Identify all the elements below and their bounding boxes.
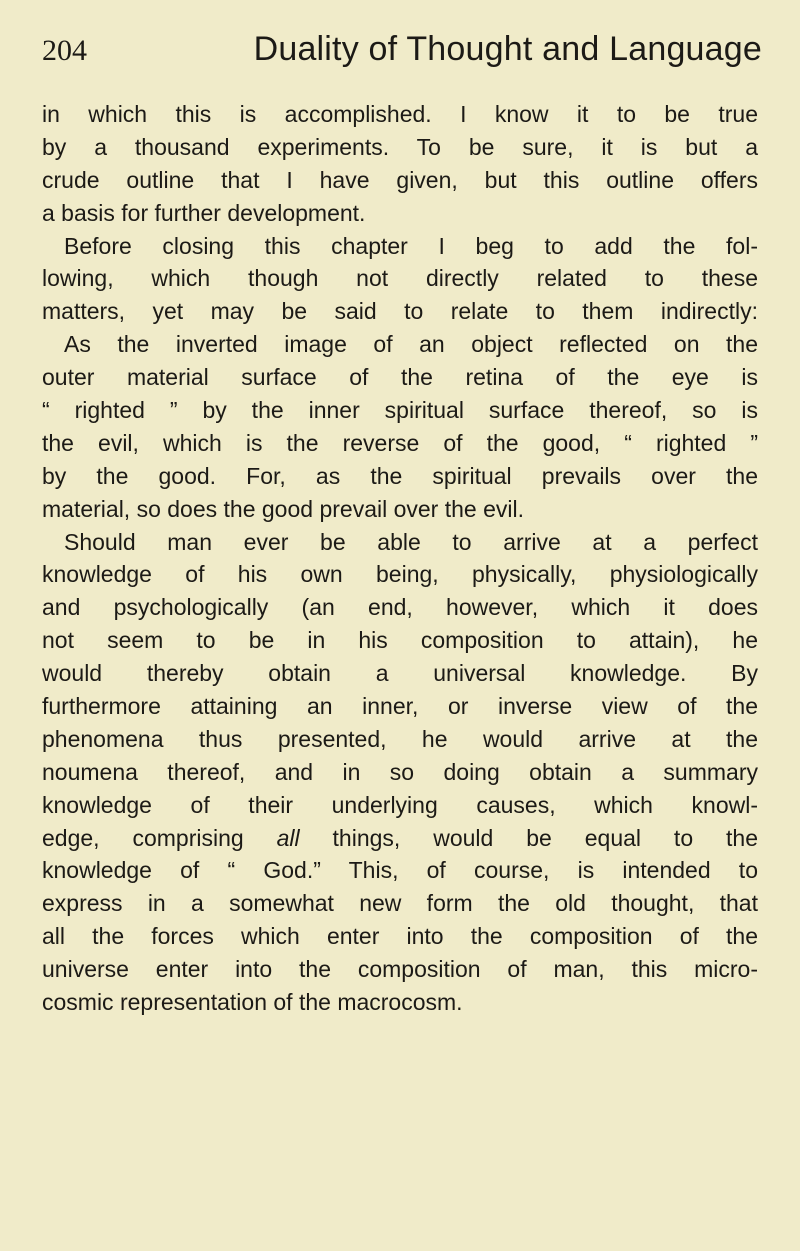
text-line: phenomena thus presented, he would arrive at the	[42, 725, 758, 752]
emphasis-all: all	[276, 824, 300, 851]
body-text	[42, 98, 758, 1019]
text-line: As the inverted image of an object reflected on the	[64, 331, 758, 358]
text-line: outer material surface of the retina of the eye is	[42, 364, 758, 391]
text-segment: things, would be equal to the	[332, 824, 759, 851]
text-line: a basis for further development.	[42, 199, 366, 226]
text-line: matters, yet may be said to relate to them indirectly:	[42, 298, 758, 325]
text-line: not seem to be in his composition to attain), he	[42, 627, 758, 654]
page-header	[42, 30, 762, 80]
text-line: “ righted ” by the inner spiritual surface thereof, so is	[42, 397, 758, 424]
text-line: by the good. For, as the spiritual prevails over the	[42, 462, 758, 489]
text-line: and psychologically (an end, however, which it does	[42, 594, 758, 621]
text-line: furthermore attaining an inner, or inverse view of the	[42, 693, 758, 720]
text-line: knowledge of their underlying causes, which knowl-	[42, 791, 758, 818]
text-line: lowing, which though not directly related to these	[42, 265, 758, 292]
text-line: by a thousand experiments. To be sure, it is but a	[42, 133, 758, 160]
text-line: would thereby obtain a universal knowledge. By	[42, 660, 758, 687]
text-line: noumena thereof, and in so doing obtain a summary	[42, 758, 758, 785]
text-line: knowledge of “ God.” This, of course, is intended to	[42, 857, 758, 884]
text-line: material, so does the good prevail over the evil.	[42, 495, 524, 522]
text-line: in which this is accomplished. I know it to be true	[42, 101, 758, 127]
text-line: express in a somewhat new form the old thought, that	[42, 890, 758, 917]
text-line: Before closing this chapter I beg to add the fol-	[64, 232, 758, 259]
text-line: universe enter into the composition of man, this micro-	[42, 956, 758, 983]
text-line: crude outline that I have given, but this outline offers	[42, 166, 758, 193]
text-line-mixed	[42, 822, 758, 855]
text-line: all the forces which enter into the composition of the	[42, 923, 758, 950]
text-line: knowledge of his own being, physically, physiologically	[42, 561, 758, 588]
text-segment: edge, comprising	[42, 824, 244, 851]
text-line: the evil, which is the reverse of the good, “ righted ”	[42, 429, 758, 456]
running-title: Duality of Thought and Language	[253, 30, 762, 68]
page-number: 204	[42, 34, 87, 67]
text-line: cosmic representation of the macrocosm.	[42, 989, 463, 1016]
text-line: Should man ever be able to arrive at a perfect	[64, 528, 758, 555]
